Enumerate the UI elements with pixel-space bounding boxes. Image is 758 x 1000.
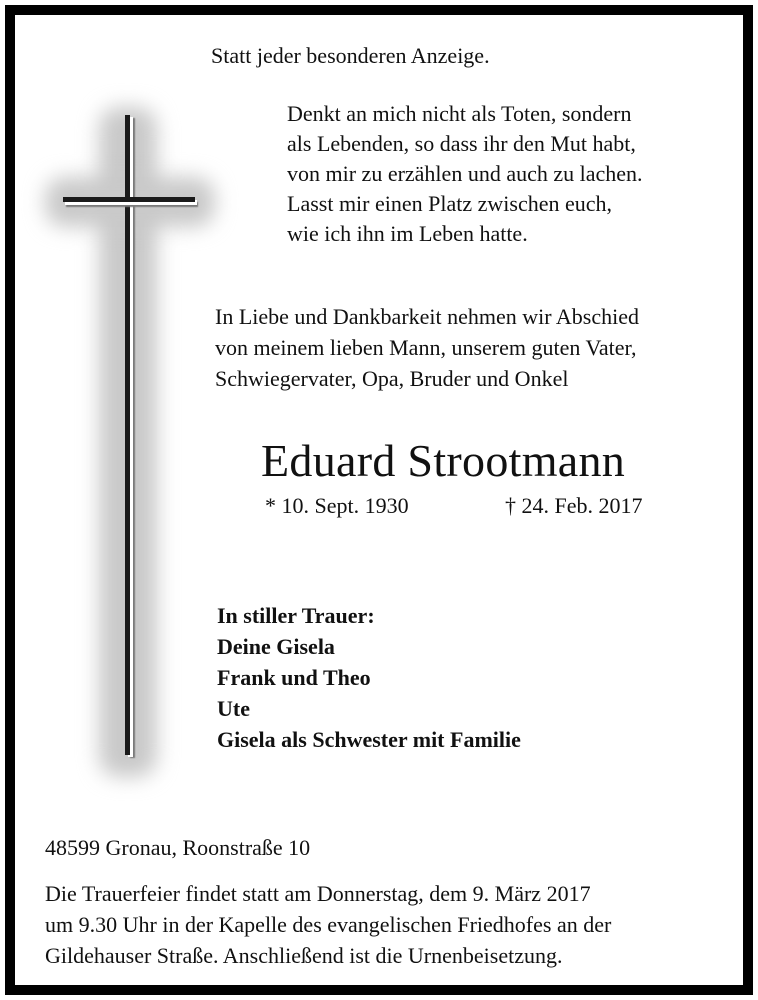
intro-line: Statt jeder besonderen Anzeige.: [211, 43, 490, 68]
birth-date: * 10. Sept. 1930: [265, 493, 409, 518]
deceased-name: Eduard Strootmann: [261, 435, 626, 486]
cross-icon: [45, 97, 220, 777]
quote-line: Lasst mir einen Platz zwischen euch,: [287, 191, 613, 216]
farewell-line: Schwiegervater, Opa, Bruder und Onkel: [215, 366, 569, 391]
funeral-line: Gildehauser Straße. Anschließend ist die Urnenbeisetzung.: [45, 943, 563, 968]
funeral-details: [45, 878, 611, 971]
obituary-notice: [5, 5, 753, 995]
address: 48599 Gronau, Roonstraße 10: [45, 835, 311, 860]
cross-shadow-horizontal: [45, 177, 215, 227]
quote-line: als Lebenden, so dass ihr den Mut habt,: [287, 131, 636, 156]
mourners-list: [217, 600, 521, 755]
death-date: † 24. Feb. 2017: [505, 493, 643, 518]
funeral-line: um 9.30 Uhr in der Kapelle des evangelischen Friedhofes an der: [45, 912, 612, 937]
mourner-name: Gisela als Schwester mit Familie: [217, 727, 521, 752]
mourners-heading: In stiller Trauer:: [217, 603, 375, 628]
cross-vertical-bar: [125, 115, 130, 755]
cross-horizontal-bar: [63, 197, 195, 202]
quote-line: von mir zu erzählen und auch zu lachen.: [287, 161, 643, 186]
farewell-text: [215, 301, 639, 394]
mourner-name: Ute: [217, 696, 250, 721]
quote-line: wie ich ihn im Leben hatte.: [287, 221, 528, 246]
memorial-quote: [287, 99, 643, 249]
farewell-line: von meinem lieben Mann, unserem guten Vater,: [215, 335, 637, 360]
funeral-line: Die Trauerfeier findet statt am Donnerstag, dem 9. März 2017: [45, 881, 591, 906]
mourner-name: Deine Gisela: [217, 634, 335, 659]
quote-line: Denkt an mich nicht als Toten, sondern: [287, 101, 632, 126]
farewell-line: In Liebe und Dankbarkeit nehmen wir Abschied: [215, 304, 639, 329]
mourner-name: Frank und Theo: [217, 665, 371, 690]
